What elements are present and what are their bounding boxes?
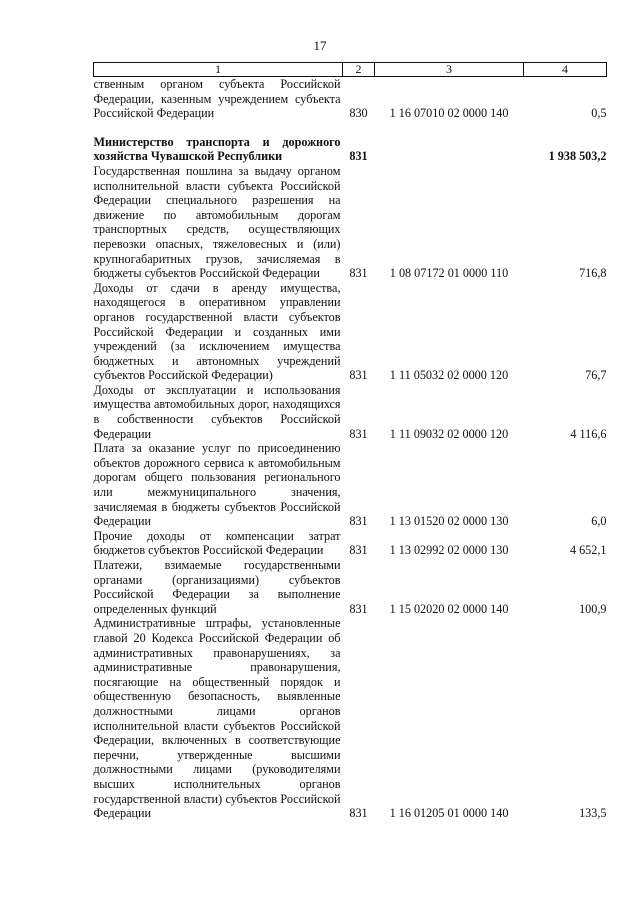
table-header (94, 63, 607, 77)
row-amount: 100,9 (579, 601, 607, 616)
row-description: Плата за оказание услуг по присоединению объектов дорожного сервиса к автомобильным дорогам общего пользования регионального или межмуниципального значения, зачисляемая в бюджеты субъектов Российской Федерации (93, 441, 341, 529)
table-row (94, 558, 607, 616)
row-description: Доходы от эксплуатации и использования имущества автомобильных дорог, находящихся в собственности субъектов Российской Федерации (93, 382, 341, 441)
row-amount: 0,5 (591, 106, 607, 121)
ministry-title: Министерство транспорта и дорожного хозяйства Чувашской Республики (93, 134, 341, 164)
row-revenue-code: 1 08 07172 01 0000 110 (389, 266, 509, 281)
row-revenue-code: 1 13 01520 02 0000 130 (389, 514, 509, 529)
row-admin-code: 831 (349, 601, 368, 616)
table-row (94, 281, 607, 383)
row-description: Платежи, взимаемые государственными органами (организациями) субъектов Российской Федерации за выполнение определенных функций (93, 558, 341, 616)
table-row (94, 616, 607, 820)
row-admin-code: 831 (349, 368, 368, 383)
table-row (94, 164, 607, 281)
row-description: Доходы от сдачи в аренду имущества, находящегося в оперативном управлении органов государственной власти субъектов Российской Федерации и созданных ими учреждений (за исключением имущества бюджетных и автономных учреждений субъектов Российской Федерации) (93, 280, 341, 383)
column-header-code: 3 (375, 63, 524, 77)
ministry-admin-code: 831 (349, 149, 368, 164)
row-revenue-code: 1 11 09032 02 0000 120 (389, 426, 509, 441)
row-admin-code: 830 (349, 106, 368, 121)
row-revenue-code: 1 11 05032 02 0000 120 (389, 368, 509, 383)
row-admin-code: 831 (349, 514, 368, 529)
row-amount: 716,8 (579, 266, 607, 281)
table-row (94, 383, 607, 441)
row-revenue-code: 1 15 02020 02 0000 140 (389, 601, 509, 616)
page-number: 17 (313, 38, 327, 53)
column-header-admin: 2 (343, 63, 375, 77)
row-admin-code: 831 (349, 266, 368, 281)
row-admin-code: 831 (349, 806, 368, 821)
revenue-table (93, 62, 607, 821)
row-description: Государственная пошлина за выдачу органом исполнительной власти субъекта Российской Федерации специального разрешения на движение по автомобильным дорогам транспортных средств, осуществляющих перевозки опасных, тяжеловесных и (или) крупногабаритных грузов, зачисляемая в бюджеты субъектов Российской Федерации (93, 163, 341, 281)
table-row (94, 77, 607, 121)
table-row (94, 529, 607, 558)
row-amount: 6,0 (591, 514, 607, 529)
column-header-amount: 4 (524, 63, 607, 77)
row-description: Прочие доходы от компенсации затрат бюджетов субъектов Российской Федерации (93, 528, 341, 558)
row-amount: 133,5 (579, 806, 607, 821)
column-header-description: 1 (94, 63, 343, 77)
row-revenue-code: 1 13 02992 02 0000 130 (389, 543, 509, 558)
table-row (94, 441, 607, 529)
row-description: ственным органом субъекта Российской Федерации, казенным учреждением субъекта Российской Федерации (93, 77, 341, 121)
row-amount: 76,7 (585, 368, 607, 383)
row-revenue-code: 1 16 07010 02 0000 140 (389, 106, 509, 121)
row-amount: 4 652,1 (569, 543, 607, 558)
row-admin-code: 831 (349, 426, 368, 441)
ministry-revenue-code (375, 121, 524, 164)
ministry-row (94, 121, 607, 164)
row-revenue-code: 1 16 01205 01 0000 140 (389, 806, 509, 821)
row-amount: 4 116,6 (570, 426, 607, 441)
ministry-total-amount: 1 938 503,2 (548, 149, 607, 164)
row-description: Административные штрафы, установленные главой 20 Кодекса Российской Федерации об административных правонарушениях, за административные правонарушения, посягающие на общественный порядок и общественную безопасность, выявленные должностными лицами органов исполнительной власти субъектов Российской Федерации, включенных в соответствующие перечни, утвержденные высшими должностными лицами (руководителями высших исполнительных органов государственной власти) субъектов Российской Федерации (93, 616, 341, 821)
row-admin-code: 831 (349, 543, 368, 558)
